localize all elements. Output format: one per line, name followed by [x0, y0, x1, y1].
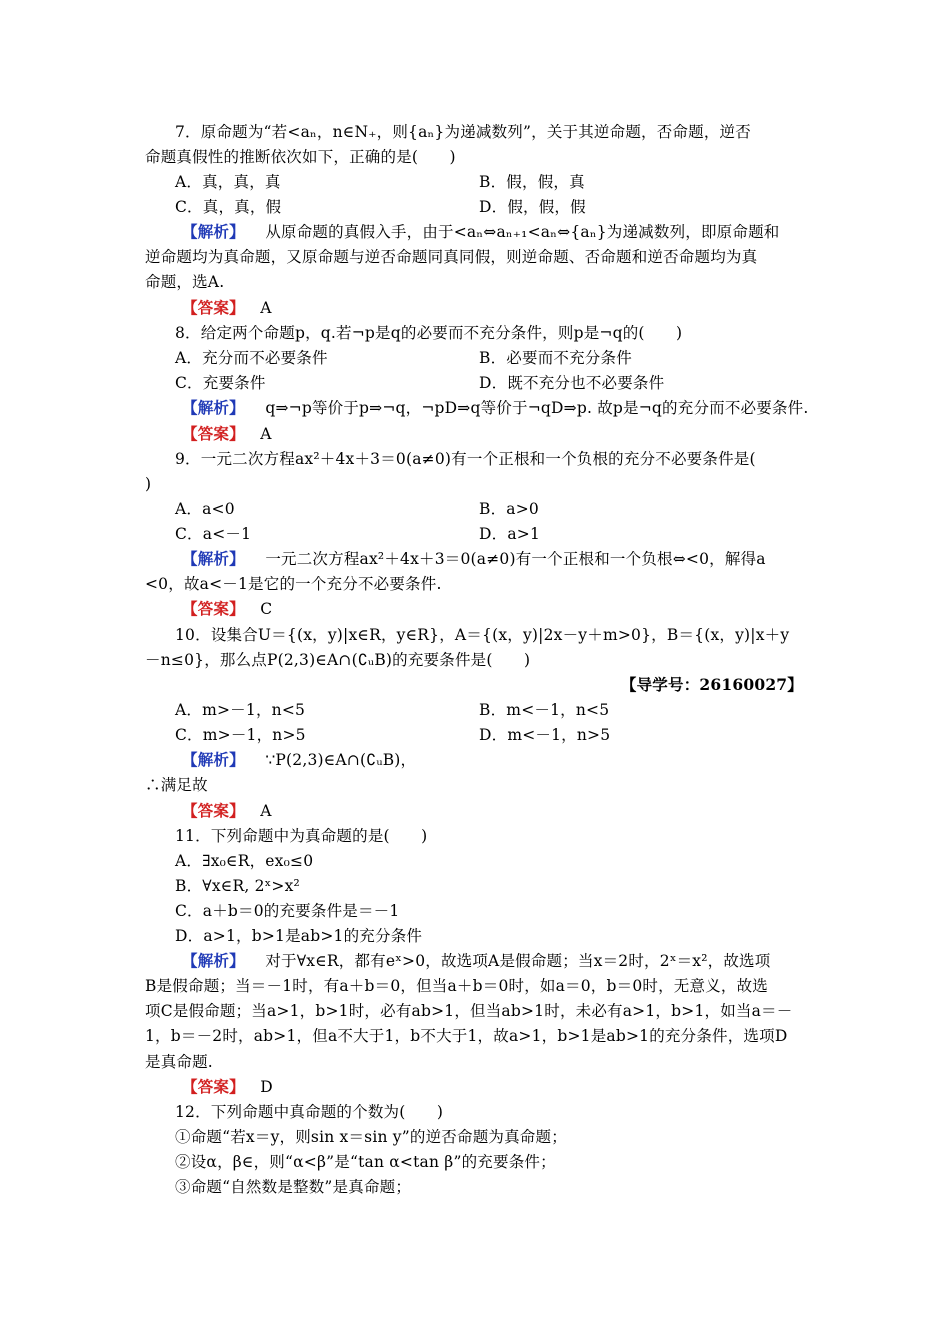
q7-option-d: D．假，假，假	[479, 198, 586, 216]
q7-answer	[182, 298, 272, 318]
q11-analysis-line3: 项C是假命题；当a>1，b>1时，必有ab>1，但当ab>1时，未必有a>1，b>1，如当a＝－	[145, 1002, 793, 1020]
q11-option-a: A．∃x₀∈R，ex₀≤0	[175, 852, 314, 870]
analysis-tag: 【解析】	[182, 750, 245, 769]
q11-stem-line1: 11．下列命题中为真命题的是( )	[175, 827, 428, 845]
q11-analysis-line4: 1，b＝－2时，ab>1，但a不大于1，b不大于1，故a>1，b>1是ab>1的充分条件，选项D	[145, 1027, 788, 1045]
analysis-tag: 【解析】	[182, 951, 245, 970]
q10-answer-value: A	[260, 802, 272, 820]
analysis-tag: 【解析】	[182, 549, 245, 568]
q11-answer	[182, 1077, 273, 1097]
q10-analysis-text1: ∵P(2,3)∈A∩(∁ᵤB)，	[265, 751, 417, 769]
q12-stem-line1: 12．下列命题中真命题的个数为( )	[175, 1103, 444, 1121]
q7-option-c: C．真，真，假	[175, 198, 282, 216]
q7-analysis-line2: 逆命题均为真命题，又原命题与逆否命题同真同假，则逆命题、否命题和逆否命题均为真	[145, 248, 758, 266]
q9-analysis-line2: <0，故a<－1是它的一个充分不必要条件.	[145, 575, 442, 593]
q8-analysis-line1	[182, 398, 808, 418]
q8-answer	[182, 424, 272, 444]
q10-guide-number: 【导学号：26160027】	[620, 675, 803, 694]
q7-analysis-line3: 命题，选A.	[145, 273, 225, 291]
q9-stem-line2: )	[145, 475, 152, 493]
q11-analysis-line1	[182, 951, 770, 971]
q11-analysis-line2: B是假命题；当＝－1时，有a＋b＝0，但当a＋b＝0时，如a＝0，b＝0时，无意义，故选	[145, 977, 768, 995]
answer-tag: 【答案】	[182, 424, 245, 443]
answer-tag: 【答案】	[182, 298, 245, 317]
q10-analysis-line2: ∴满足故	[145, 776, 208, 794]
q9-option-d: D．a>1	[479, 525, 541, 543]
q9-answer-value: C	[260, 600, 273, 618]
q12-item-1: ①命题“若x＝y，则sin x＝sin y”的逆否命题为真命题；	[175, 1128, 567, 1146]
q8-option-c: C．充要条件	[175, 374, 266, 392]
q9-option-b: B．a>0	[479, 500, 539, 518]
analysis-tag: 【解析】	[182, 398, 245, 417]
q12-item-2: ②设α，β∈，则“α<β”是“tan α<tan β”的充要条件；	[175, 1153, 556, 1171]
q7-analysis-line1	[182, 222, 779, 242]
q8-option-d: D．既不充分也不必要条件	[479, 374, 665, 392]
q7-option-b: B．假，假，真	[479, 173, 585, 191]
q10-answer	[182, 801, 272, 821]
q10-option-a: A．m>－1，n<5	[175, 701, 306, 719]
q9-analysis-text1: 一元二次方程ax²＋4x＋3＝0(a≠0)有一个正根和一个负根⇔<0，解得a	[265, 550, 766, 568]
q10-option-d: D．m<－1，n>5	[479, 726, 611, 744]
q8-option-b: B．必要而不充分条件	[479, 349, 632, 367]
q11-option-b: B．∀x∈R, 2ˣ>x²	[175, 877, 300, 895]
answer-tag: 【答案】	[182, 801, 245, 820]
q8-analysis-text1: q⇒¬p等价于p⇒¬q，¬pD⇒q等价于¬qD⇒p. 故p是¬q的充分而不必要条件.	[265, 399, 809, 417]
analysis-tag: 【解析】	[182, 222, 245, 241]
q8-stem-line1: 8．给定两个命题p，q.若¬p是q的必要而不充分条件，则p是¬q的( )	[175, 324, 683, 342]
q7-option-a: A．真，真，真	[175, 173, 281, 191]
q9-answer	[182, 599, 272, 619]
q9-option-a: A．a<0	[175, 500, 235, 518]
q9-option-c: C．a<－1	[175, 525, 252, 543]
q10-stem-line1: 10．设集合U＝{(x，y)|x∈R，y∈R}，A＝{(x，y)|2x－y＋m>0}，B＝{(x，y)|x＋y	[175, 626, 790, 644]
q10-analysis-line1	[182, 750, 416, 770]
q7-analysis-text1: 从原命题的真假入手，由于<aₙ⇔aₙ₊₁<aₙ⇔{aₙ}为递减数列，即原命题和	[265, 223, 780, 241]
q8-option-a: A．充分而不必要条件	[175, 349, 328, 367]
q11-option-c: C．a＋b＝0的充要条件是＝－1	[175, 902, 400, 920]
q10-option-b: B．m<－1，n<5	[479, 701, 610, 719]
q7-answer-value: A	[260, 299, 272, 317]
q12-item-3: ③命题“自然数是整数”是真命题；	[175, 1178, 412, 1196]
q7-stem-line1: 7．原命题为“若<aₙ，n∈N₊，则{aₙ}为递减数列”，关于其逆命题，否命题，逆否	[175, 123, 751, 141]
q11-answer-value: D	[260, 1078, 273, 1096]
q11-analysis-text1: 对于∀x∈R，都有eˣ>0，故选项A是假命题；当x＝2时，2ˣ＝x²，故选项	[265, 952, 771, 970]
q11-option-d: D．a>1，b>1是ab>1的充分条件	[175, 927, 423, 945]
q7-stem-line2: 命题真假性的推断依次如下，正确的是( )	[145, 148, 456, 166]
q9-analysis-line1	[182, 549, 766, 569]
q10-stem-line2: －n≤0}，那么点P(2,3)∈A∩(∁ᵤB)的充要条件是( )	[145, 651, 531, 669]
answer-tag: 【答案】	[182, 599, 245, 618]
q9-stem-line1: 9．一元二次方程ax²＋4x＋3＝0(a≠0)有一个正根和一个负根的充分不必要条件是(	[175, 450, 756, 468]
q8-answer-value: A	[260, 425, 272, 443]
answer-tag: 【答案】	[182, 1077, 245, 1096]
q10-option-c: C．m>－1，n>5	[175, 726, 306, 744]
q11-analysis-line5: 是真命题.	[145, 1053, 213, 1071]
